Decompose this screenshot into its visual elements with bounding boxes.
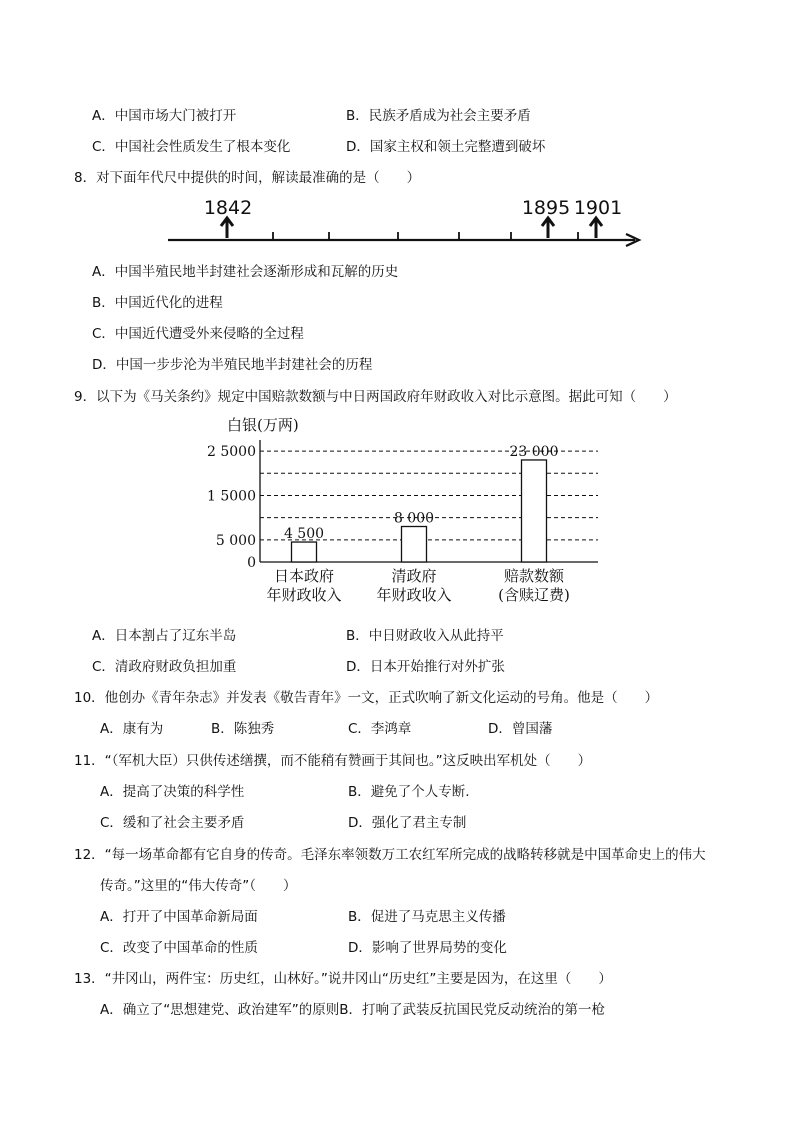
q10-option-c: C．李鸿章	[348, 721, 412, 737]
q8-option-c: C．中国近代遭受外来侵略的全过程	[92, 326, 304, 342]
timeline-label-1842: 1842	[203, 197, 253, 219]
chart-category-label: 年财政收入	[376, 586, 452, 604]
q7-option-a: A．中国市场大门被打开	[92, 108, 237, 124]
chart-category-label: 日本政府	[273, 567, 335, 585]
chart-bar	[522, 460, 547, 562]
q11-stem: 11．“（军机大臣）只供传述缮撰，而不能稍有赞画于其间也。”这反映出军机处（ ）	[74, 753, 592, 769]
chart-category-label: (含赎辽费)	[498, 586, 570, 604]
q12-option-b: B．促进了马克思主义传播	[348, 909, 506, 925]
q9-option-c: C．清政府财政负担加重	[92, 659, 237, 675]
chart-ytick-label: 2 5000	[207, 444, 256, 461]
chart-ytick-label: 5 000	[215, 532, 256, 549]
q12-option-a: A．打开了中国革命新局面	[100, 909, 258, 925]
q12-stem-line2: 传奇。”这里的“伟大传奇”（ ）	[100, 878, 297, 894]
chart-bar	[402, 527, 427, 562]
q11-option-a: A．提高了决策的科学性	[100, 784, 245, 800]
q7-option-b: B．民族矛盾成为社会主要矛盾	[346, 108, 531, 124]
timeline-diagram	[160, 192, 650, 252]
q11-option-c: C．缓和了社会主要矛盾	[100, 815, 245, 831]
q13-option-ab: A．确立了“思想建党、政治建军”的原则B．打响了武装反抗国民党反动统治的第一枪	[100, 1002, 605, 1018]
q9-option-a: A．日本割占了辽东半岛	[92, 628, 237, 644]
q10-option-a: A．康有为	[100, 721, 164, 737]
q10-option-b: B．陈独秀	[211, 721, 275, 737]
q13-stem: 13．“井冈山，两件宝：历史红，山林好。”说井冈山“历史红”主要是因为，在这里（ ）	[74, 971, 612, 987]
q9-option-b: B．中日财政收入从此持平	[346, 628, 504, 644]
chart-bar	[292, 542, 317, 562]
chart-ylabel: 白银(万两)	[227, 416, 299, 434]
chart-category-label: 赔款数额	[503, 567, 565, 585]
q10-stem: 10．他创办《青年杂志》并发表《敬告青年》一文，正式吹响了新文化运动的号角。他是（ ）	[74, 690, 659, 706]
q12-option-c: C．改变了中国革命的性质	[100, 940, 258, 956]
chart-ytick-label: 1 5000	[207, 488, 256, 505]
q8-stem: 8．对下面年代尺中提供的时间，解读最准确的是（ ）	[74, 170, 421, 186]
q12-option-d: D．影响了世界局势的变化	[348, 940, 507, 956]
chart-ytick-label: 0	[247, 555, 256, 571]
chart-data-label: 4 500	[283, 526, 325, 543]
chart-category-label: 年财政收入	[266, 586, 342, 604]
chart-data-label: 23 000	[509, 443, 559, 460]
q10-option-d: D．曾国藩	[488, 721, 553, 737]
bar-chart	[205, 410, 605, 610]
q8-option-a: A．中国半殖民地半封建社会逐渐形成和瓦解的历史	[92, 264, 399, 280]
q8-option-b: B．中国近代化的进程	[92, 295, 223, 311]
q7-option-d: D．国家主权和领土完整遭到破坏	[346, 139, 546, 155]
timeline-label-1895: 1895	[521, 197, 571, 219]
q8-option-d: D．中国一步步沦为半殖民地半封建社会的历程	[92, 357, 373, 373]
q9-option-d: D．日本开始推行对外扩张	[346, 659, 505, 675]
q12-stem-line1: 12．“每一场革命都有它自身的传奇。毛泽东率领数万工农红军所完成的战略转移就是中国革命史上的伟大	[74, 847, 706, 863]
chart-data-label: 8 000	[393, 510, 435, 527]
q11-option-d: D．强化了君主专制	[348, 815, 467, 831]
timeline-label-1901: 1901	[573, 197, 623, 219]
q9-stem: 9．以下为《马关条约》规定中国赔款数额与中日两国政府年财政收入对比示意图。据此可知（ ）	[74, 389, 677, 405]
q7-option-c: C．中国社会性质发生了根本变化	[92, 139, 291, 155]
chart-category-label: 清政府	[391, 567, 437, 585]
q11-option-b: B．避免了个人专断.	[348, 784, 470, 800]
